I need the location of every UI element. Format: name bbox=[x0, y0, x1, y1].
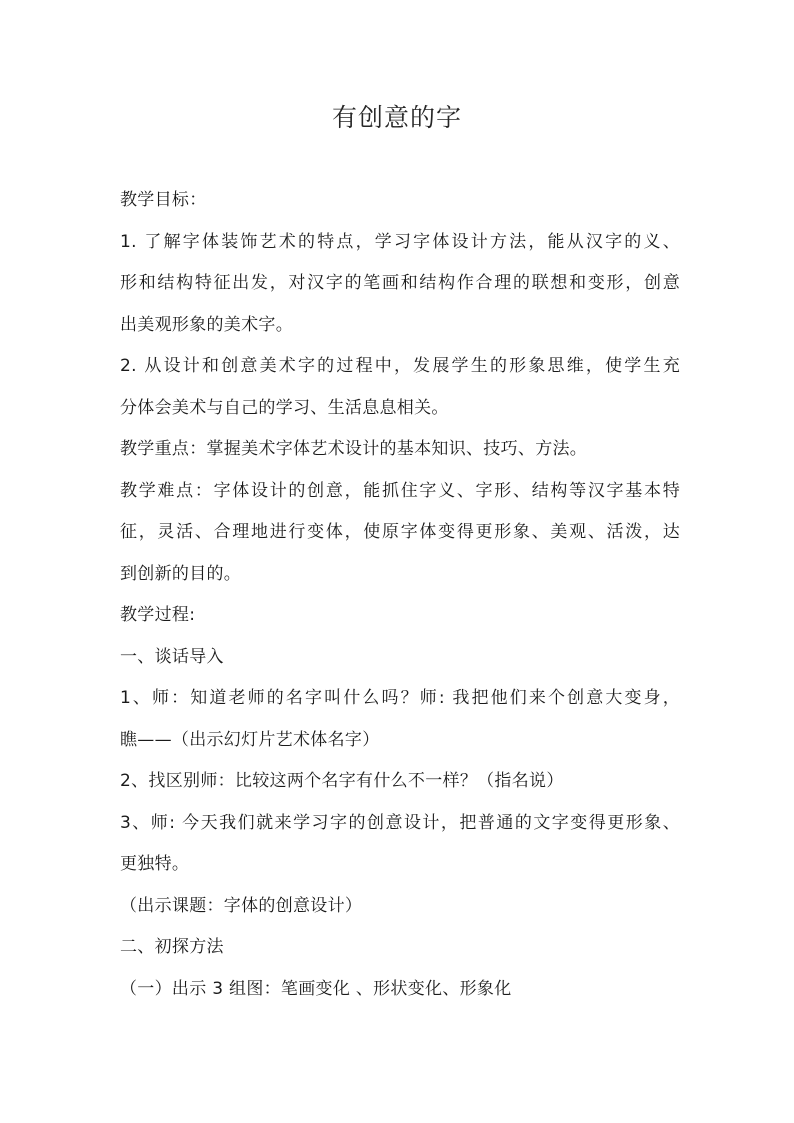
difficulty-line: 教学难点：字体设计的创意，能抓住字义、字形、结构等汉字基本特 bbox=[120, 480, 680, 501]
paragraph-line: 征，灵活、合理地进行变体，使原字体变得更形象、美观、活泼，达 bbox=[120, 522, 680, 542]
paragraph-line: （一）出示 3 组图：笔画变化 、形状变化、形象化 bbox=[120, 978, 512, 999]
paragraph-line: 2、找区别师：比较这两个名字有什么不一样？（指名说） bbox=[120, 771, 564, 791]
subsection-heading-intro: 一、谈话导入 bbox=[120, 646, 224, 667]
subsection-heading-methods: 二、初探方法 bbox=[120, 937, 224, 957]
paragraph-line: （出示课题：字体的创意设计） bbox=[120, 895, 363, 916]
paragraph-line: 分体会美术与自己的学习、生活息息相关。 bbox=[120, 397, 449, 418]
paragraph-line: 到创新的目的。 bbox=[120, 563, 242, 584]
paragraph-line: 瞧——（出示幻灯片艺术体名字） bbox=[120, 729, 380, 750]
key-points-line: 教学重点：掌握美术字体艺术设计的基本知识、技巧、方法。 bbox=[120, 439, 588, 459]
document-body bbox=[120, 180, 680, 1010]
paragraph-line: 形和结构特征出发，对汉字的笔画和结构作合理的联想和变形，创意 bbox=[120, 273, 680, 293]
document-title: 有创意的字 bbox=[331, 103, 462, 132]
section-heading-objectives: 教学目标： bbox=[120, 190, 207, 210]
paragraph-line: 更独特。 bbox=[120, 854, 190, 874]
paragraph-line: 出美观形象的美术字。 bbox=[120, 314, 293, 335]
paragraph-line: 3、师: 今天我们就来学习字的创意设计，把普通的文字变得更形象、 bbox=[120, 812, 680, 833]
paragraph-line: 1、师：知道老师的名字叫什么吗？师: 我把他们来个创意大变身， bbox=[120, 688, 680, 708]
paragraph-line: 2. 从设计和创意美术字的过程中，发展学生的形象思维，使学生充 bbox=[120, 356, 680, 376]
paragraph-line: 1. 了解字体装饰艺术的特点，学习字体设计方法，能从汉字的义、 bbox=[120, 231, 680, 252]
section-heading-process: 教学过程: bbox=[120, 605, 196, 625]
